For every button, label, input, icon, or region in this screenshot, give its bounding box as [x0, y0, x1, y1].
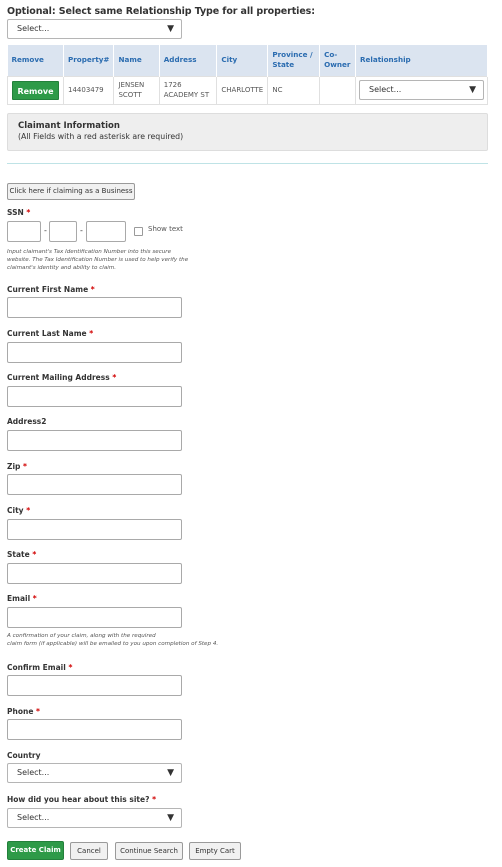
mailing-address-label-text: Current Mailing Address	[7, 373, 110, 382]
claimant-info-title: Claimant Information	[18, 121, 120, 131]
required-asterisk: *	[90, 285, 95, 294]
country-select-value: Select...	[17, 768, 50, 777]
ssn-dash-1: -	[44, 226, 47, 235]
optional-relationship-title: Optional: Select same Relationship Type for all properties:	[7, 6, 315, 17]
ssn-label-text: SSN	[7, 208, 24, 217]
empty-cart-button[interactable]: Empty Cart	[189, 842, 241, 860]
last-name-label	[7, 329, 93, 338]
name-line-2: SCOTT	[118, 91, 142, 99]
ssn-help-text	[7, 248, 188, 272]
remove-button[interactable]: Remove	[12, 81, 59, 100]
col-name: Name	[114, 45, 159, 76]
relationship-select-value: Select...	[369, 85, 402, 94]
email-help-line-2: claim form (if applicable) will be emailed to you upon completion of Step 4.	[7, 641, 219, 647]
phone-label-text: Phone	[7, 707, 34, 716]
continue-search-button[interactable]: Continue Search	[115, 842, 183, 860]
col-property: Property#	[64, 45, 114, 76]
chevron-down-icon: ▼	[167, 768, 174, 778]
required-asterisk: *	[32, 594, 37, 603]
chevron-down-icon: ▼	[167, 24, 174, 34]
section-divider	[7, 163, 488, 164]
relationship-cell	[356, 76, 488, 104]
city-label-text: City	[7, 506, 24, 515]
relationship-all-select-value: Select...	[17, 24, 50, 33]
phone-label	[7, 707, 40, 716]
last-name-input[interactable]	[7, 342, 182, 363]
ssn-help-line-1: Input claimant's Tax Identification Number into this secure	[7, 249, 172, 255]
address-line-1: 1726	[163, 81, 182, 89]
properties-table	[7, 45, 488, 105]
chevron-down-icon: ▼	[469, 85, 476, 95]
zip-label-text: Zip	[7, 462, 21, 471]
email-label-text: Email	[7, 594, 31, 603]
required-asterisk: *	[68, 663, 73, 672]
col-address: Address	[159, 45, 217, 76]
address-line-2: ACADEMY ST	[163, 91, 210, 99]
city-cell: CHARLOTTE	[217, 76, 268, 104]
zip-input[interactable]	[7, 474, 182, 495]
ssn-help-line-3: claimant's identity and ability to claim.	[7, 265, 117, 271]
show-text-label: Show text	[148, 225, 183, 233]
required-asterisk: *	[89, 329, 94, 338]
claimant-info-panel	[7, 113, 488, 151]
property-cell: 14403479	[64, 76, 114, 104]
co-owner-cell	[320, 76, 356, 104]
state-input[interactable]	[7, 563, 182, 584]
col-province-state: Province / State	[268, 45, 320, 76]
mailing-address-input[interactable]	[7, 386, 182, 407]
referral-source-label-text: How did you hear about this site?	[7, 795, 150, 804]
ssn-dash-2: -	[80, 226, 83, 235]
email-label	[7, 594, 37, 603]
col-co-owner: Co-Owner	[320, 45, 356, 76]
city-input[interactable]	[7, 519, 182, 540]
phone-input[interactable]	[7, 719, 182, 740]
state-label-text: State	[7, 550, 30, 559]
name-line-1: JENSEN	[118, 81, 145, 89]
ssn-part1-input[interactable]	[7, 221, 41, 242]
ssn-part2-input[interactable]	[49, 221, 77, 242]
ssn-help-line-2: website. The Tax Identification Number is used to help verify the	[7, 257, 189, 263]
email-help-line-1: A confirmation of your claim, along with the required	[7, 633, 156, 639]
first-name-label-text: Current First Name	[7, 285, 89, 294]
referral-source-select-value: Select...	[17, 813, 50, 822]
confirm-email-label	[7, 663, 72, 672]
col-relationship: Relationship	[356, 45, 488, 76]
mailing-address-label	[7, 373, 116, 382]
required-asterisk: *	[32, 550, 37, 559]
ssn-label	[7, 208, 30, 217]
address-cell	[159, 76, 217, 104]
claim-as-business-button[interactable]: Click here if claiming as a Business	[7, 183, 135, 200]
first-name-label	[7, 285, 95, 294]
first-name-input[interactable]	[7, 297, 182, 318]
city-label	[7, 506, 30, 515]
country-label: Country	[7, 751, 41, 760]
referral-source-label	[7, 795, 156, 804]
chevron-down-icon: ▼	[167, 813, 174, 823]
last-name-label-text: Current Last Name	[7, 329, 87, 338]
claimant-info-subtitle: (All Fields with a red asterisk are required)	[18, 132, 184, 141]
relationship-all-select[interactable]	[7, 19, 182, 39]
table-header-row	[8, 45, 488, 76]
cancel-button[interactable]: Cancel	[70, 842, 108, 860]
required-asterisk: *	[23, 462, 27, 471]
zip-label	[7, 462, 27, 471]
state-cell: NC	[268, 76, 320, 104]
remove-cell	[8, 76, 64, 104]
ssn-part3-input[interactable]	[86, 221, 126, 242]
col-remove: Remove	[8, 45, 64, 76]
create-claim-button[interactable]: Create Claim	[7, 841, 64, 860]
name-cell	[114, 76, 159, 104]
email-help-text	[7, 632, 218, 648]
required-asterisk: *	[26, 506, 31, 515]
show-text-checkbox[interactable]	[134, 227, 143, 236]
address2-label: Address2	[7, 417, 47, 426]
confirm-email-label-text: Confirm Email	[7, 663, 66, 672]
state-label	[7, 550, 36, 559]
confirm-email-input[interactable]	[7, 675, 182, 696]
table-row	[8, 76, 488, 104]
required-asterisk: *	[36, 707, 40, 716]
referral-source-select[interactable]	[7, 808, 182, 828]
address2-input[interactable]	[7, 430, 182, 451]
required-asterisk: *	[152, 795, 156, 804]
relationship-select[interactable]	[359, 80, 484, 100]
col-city: City	[217, 45, 268, 76]
email-input[interactable]	[7, 607, 182, 628]
required-asterisk: *	[26, 208, 31, 217]
country-select[interactable]	[7, 763, 182, 783]
required-asterisk: *	[112, 373, 117, 382]
